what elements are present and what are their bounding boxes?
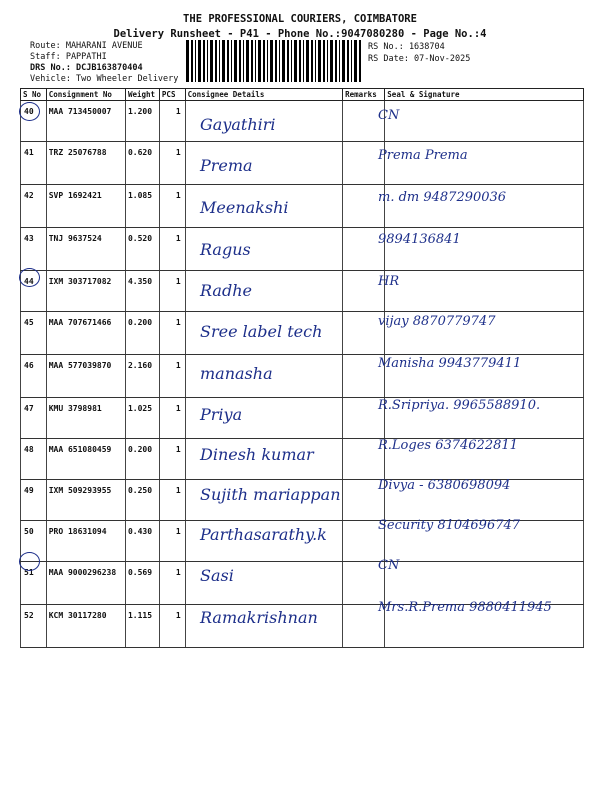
barcode-bar (198, 40, 201, 82)
route-label: Route: MAHARANI AVENUE (30, 41, 143, 51)
barcode-bar (258, 40, 261, 82)
serial-circle-mark (19, 552, 40, 571)
row-pcs: 1 (159, 142, 185, 185)
row-seal-cell (385, 562, 584, 605)
row-weight: 1.200 (125, 101, 159, 142)
consignee-handwriting: Meenakshi (200, 197, 289, 217)
barcode-bar (251, 40, 253, 82)
barcode-bar (219, 40, 220, 82)
barcode-bar (231, 40, 232, 82)
row-pcs: 1 (159, 355, 185, 398)
signature-handwriting: Mrs.R.Prema 9880411945 (378, 600, 552, 616)
signature-handwriting: Prema Prema (378, 148, 468, 164)
row-pcs: 1 (159, 312, 185, 355)
row-consignment: KCM 30117280 (46, 605, 125, 648)
row-consignment: TRZ 25076788 (46, 142, 125, 185)
col-remarks: Remarks (343, 89, 385, 101)
col-consignment: Consignment No (46, 89, 125, 101)
signature-handwriting: R.Loges 6374622811 (378, 438, 518, 453)
barcode-bar (347, 40, 349, 82)
barcode (186, 40, 364, 82)
barcode-bar (279, 40, 280, 82)
barcode-bar (282, 40, 285, 82)
row-sno: 46 (21, 355, 47, 398)
barcode-bar (239, 40, 241, 82)
row-weight: 1.025 (125, 398, 159, 439)
row-sno: 48 (21, 439, 47, 480)
barcode-bar (255, 40, 256, 82)
barcode-bar (246, 40, 249, 82)
consignee-handwriting: Prema (200, 155, 253, 175)
consignee-handwriting: Sree label tech (200, 321, 323, 341)
row-sno: 44 (21, 271, 47, 312)
row-pcs: 1 (159, 101, 185, 142)
barcode-bar (203, 40, 205, 82)
barcode-bar (267, 40, 268, 82)
barcode-bar (330, 40, 333, 82)
row-weight: 0.520 (125, 228, 159, 271)
drs-label: DRS No.: DCJB163870404 (30, 63, 143, 73)
consignee-handwriting: Sujith mariappan (200, 485, 341, 504)
row-seal-cell (385, 101, 584, 142)
row-consignment: MAA 651080459 (46, 439, 125, 480)
barcode-bar (354, 40, 357, 82)
col-weight: Weight (125, 89, 159, 101)
consignee-handwriting: Parthasarathy.k (200, 525, 327, 544)
signature-handwriting: R.Sripriya. 9965588910. (378, 398, 541, 413)
signature-handwriting: Security 8104696747 (378, 518, 521, 533)
row-pcs: 1 (159, 480, 185, 521)
barcode-bar (311, 40, 313, 82)
runsheet-title: Delivery Runsheet - P41 - Phone No.:9047080280 - Page No.:4 (113, 28, 487, 40)
col-sno: S No (21, 89, 47, 101)
consignee-handwriting: Radhe (200, 281, 252, 300)
signature-handwriting: CN (378, 108, 400, 123)
row-sno: 50 (21, 521, 47, 562)
barcode-bar (234, 40, 237, 82)
col-seal: Seal & Signature (385, 89, 584, 101)
serial-circle-mark (19, 102, 40, 121)
barcode-bar (195, 40, 196, 82)
row-pcs: 1 (159, 271, 185, 312)
row-sno: 42 (21, 185, 47, 228)
consignee-handwriting: Gayathiri (200, 115, 276, 134)
consignee-handwriting: Priya (200, 405, 243, 424)
signature-handwriting: vijay 8870779747 (378, 314, 496, 330)
consignee-handwriting: Dinesh kumar (200, 445, 314, 464)
barcode-bar (287, 40, 289, 82)
row-weight: 0.620 (125, 142, 159, 185)
row-sno: 40 (21, 101, 47, 142)
barcode-bar (243, 40, 244, 82)
barcode-bar (215, 40, 217, 82)
row-pcs: 1 (159, 521, 185, 562)
signature-handwriting: CN (378, 558, 400, 574)
row-sno: 43 (21, 228, 47, 271)
barcode-bar (291, 40, 292, 82)
rs-date: RS Date: 07-Nov-2025 (368, 54, 471, 64)
barcode-bar (222, 40, 225, 82)
row-pcs: 1 (159, 398, 185, 439)
barcode-bar (263, 40, 265, 82)
barcode-bar (270, 40, 273, 82)
row-consignment: MAA 707671466 (46, 312, 125, 355)
row-sno: 45 (21, 312, 47, 355)
signature-handwriting: m. dm 9487290036 (378, 190, 507, 206)
row-sno: 41 (21, 142, 47, 185)
row-sno: 52 (21, 605, 47, 648)
barcode-bar (275, 40, 277, 82)
barcode-bar (327, 40, 328, 82)
barcode-bar (210, 40, 213, 82)
row-consignment: TNJ 9637524 (46, 228, 125, 271)
barcode-bar (207, 40, 208, 82)
barcode-bar (191, 40, 193, 82)
row-sno: 51 (21, 562, 47, 605)
row-weight: 1.115 (125, 605, 159, 648)
row-consignment: IXM 509293955 (46, 480, 125, 521)
signature-handwriting: Manisha 9943779411 (378, 356, 522, 372)
barcode-bar (299, 40, 301, 82)
table-header-row (21, 89, 584, 101)
barcode-bar (351, 40, 352, 82)
barcode-bar (318, 40, 321, 82)
barcode-bar (315, 40, 316, 82)
staff-label: Staff: PAPPATHI (30, 52, 107, 62)
table-row (21, 101, 584, 142)
row-weight: 0.250 (125, 480, 159, 521)
row-weight: 0.200 (125, 439, 159, 480)
barcode-bar (342, 40, 345, 82)
barcode-bar (186, 40, 189, 82)
consignee-handwriting: Ragus (200, 239, 251, 259)
row-consignment: MAA 9000296238 (46, 562, 125, 605)
row-consignment: KMU 3798981 (46, 398, 125, 439)
table-row (21, 271, 584, 312)
row-weight: 1.085 (125, 185, 159, 228)
col-pcs: PCS (159, 89, 185, 101)
row-pcs: 1 (159, 228, 185, 271)
barcode-bar (306, 40, 309, 82)
row-consignment: PRO 18631094 (46, 521, 125, 562)
row-consignment: SVP 1692421 (46, 185, 125, 228)
row-seal-cell (385, 271, 584, 312)
barcode-bar (359, 40, 361, 82)
row-consignment: IXM 303717082 (46, 271, 125, 312)
barcode-bar (339, 40, 340, 82)
row-pcs: 1 (159, 185, 185, 228)
signature-handwriting: HR (378, 274, 400, 289)
col-consignee: Consignee Details (185, 89, 342, 101)
barcode-bar (227, 40, 229, 82)
signature-handwriting: Divya - 6380698094 (378, 478, 511, 493)
signature-handwriting: 9894136841 (378, 232, 461, 248)
barcode-bar (323, 40, 325, 82)
row-consignment: MAA 713450007 (46, 101, 125, 142)
row-weight: 0.430 (125, 521, 159, 562)
barcode-bar (335, 40, 337, 82)
company-title: THE PROFESSIONAL COURIERS, COIMBATORE (183, 13, 417, 25)
consignee-handwriting: Ramakrishnan (200, 607, 318, 627)
consignee-handwriting: manasha (200, 363, 273, 383)
row-consignment: MAA 577039870 (46, 355, 125, 398)
row-weight: 2.160 (125, 355, 159, 398)
vehicle-label: Vehicle: Two Wheeler Delivery (30, 74, 179, 84)
row-pcs: 1 (159, 562, 185, 605)
consignee-handwriting: Sasi (200, 565, 234, 585)
table-row (21, 142, 584, 185)
barcode-bar (294, 40, 297, 82)
table-row (21, 562, 584, 605)
rs-number: RS No.: 1638704 (368, 42, 445, 52)
serial-circle-mark (19, 268, 40, 287)
row-pcs: 1 (159, 605, 185, 648)
row-sno: 49 (21, 480, 47, 521)
row-sno: 47 (21, 398, 47, 439)
row-pcs: 1 (159, 439, 185, 480)
barcode-bar (303, 40, 304, 82)
row-weight: 0.200 (125, 312, 159, 355)
row-weight: 0.569 (125, 562, 159, 605)
table-row (21, 228, 584, 271)
row-weight: 4.350 (125, 271, 159, 312)
